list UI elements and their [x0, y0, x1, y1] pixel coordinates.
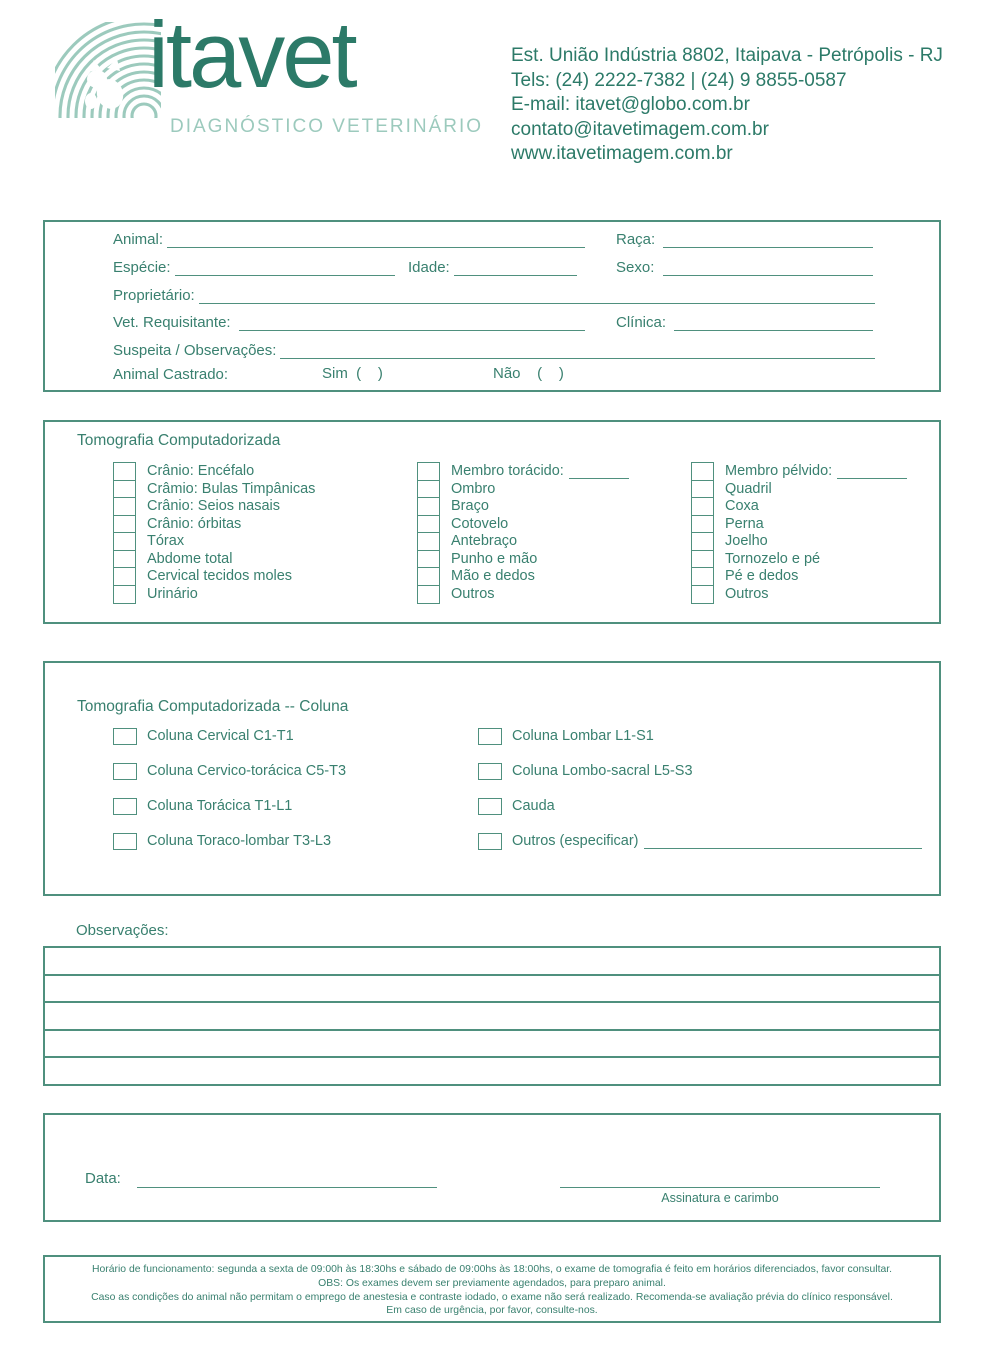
- clinica-label: Clínica:: [616, 314, 671, 331]
- contact-address: Est. União Indústria 8802, Itaipava - Petrópolis - RJ: [511, 45, 943, 66]
- footer-obs-note: OBS: Os exames devem ser previamente agendados, para preparo animal.: [318, 1277, 666, 1289]
- checklist-item: [691, 462, 907, 481]
- checkbox-label: Coluna Cervical C1-T1: [147, 728, 294, 745]
- checkbox-label: Coluna Torácica T1-L1: [147, 798, 293, 815]
- checkbox[interactable]: [691, 567, 714, 586]
- observation-row[interactable]: [45, 1001, 939, 1029]
- checkbox[interactable]: [691, 480, 714, 499]
- checklist-item: [691, 585, 907, 604]
- checkbox[interactable]: [113, 550, 136, 569]
- checkbox[interactable]: [417, 550, 440, 569]
- spine-section-title: Tomografia Computadorizada -- Coluna: [77, 698, 349, 715]
- checkbox[interactable]: [417, 497, 440, 516]
- animal-field-line[interactable]: [167, 231, 585, 248]
- checkbox[interactable]: [113, 480, 136, 499]
- vet-requisitante-field-line[interactable]: [239, 314, 585, 331]
- checkbox[interactable]: [113, 798, 137, 815]
- checkbox[interactable]: [691, 550, 714, 569]
- checkbox[interactable]: [113, 515, 136, 534]
- observations-box: [43, 946, 941, 1086]
- animal-label: Animal:: [113, 231, 164, 248]
- checkbox[interactable]: [417, 462, 440, 481]
- checkbox-label: Outros: [725, 585, 769, 602]
- brand-name: itavet: [148, 2, 355, 107]
- checklist-item: [417, 515, 629, 534]
- checkbox-label: Mão e dedos: [451, 568, 535, 585]
- checkbox-label: Coluna Lombar L1-S1: [512, 728, 654, 745]
- checkbox-label: Tórax: [147, 533, 185, 550]
- checkbox-label: Joelho: [725, 533, 768, 550]
- observation-row[interactable]: [45, 974, 939, 1002]
- vet-requisitante-label: Vet. Requisitante:: [113, 314, 235, 331]
- fill-in-line[interactable]: [644, 835, 922, 849]
- checkbox-label: Cotovelo: [451, 515, 509, 532]
- contact-email: E-mail: itavet@globo.com.br: [511, 94, 750, 115]
- checklist-item: [417, 532, 629, 551]
- checkbox-label: Quadril: [725, 480, 772, 497]
- checkbox-label: Tornozelo e pé: [725, 550, 821, 567]
- checkbox-label: Cervical tecidos moles: [147, 568, 293, 585]
- checkbox-label: Crânio: Seios nasais: [147, 498, 280, 515]
- checkbox[interactable]: [113, 728, 137, 745]
- checklist-item: [417, 550, 629, 569]
- sexo-label: Sexo:: [616, 259, 659, 276]
- checkbox[interactable]: [691, 585, 714, 604]
- checklist-item: [691, 497, 907, 516]
- checklist-item: [691, 480, 907, 499]
- checkbox-label: Coluna Cervico-torácica C5-T3: [147, 763, 347, 780]
- checkbox-label: Crânio: órbitas: [147, 515, 242, 532]
- checkbox[interactable]: [417, 515, 440, 534]
- checklist-item: [478, 833, 922, 850]
- checkbox[interactable]: [417, 480, 440, 499]
- checkbox[interactable]: [478, 798, 502, 815]
- checklist-item: [113, 532, 315, 551]
- checklist-item: [113, 798, 346, 815]
- checkbox-label: Abdome total: [147, 550, 233, 567]
- checklist-item: [691, 550, 907, 569]
- checkbox[interactable]: [691, 497, 714, 516]
- checkbox-label: Outros (especificar): [512, 833, 639, 850]
- checklist-item: [478, 763, 922, 780]
- signature-caption: Assinatura e carimbo: [661, 1191, 779, 1205]
- checkbox-label: Antebraço: [451, 533, 518, 550]
- checklist-item: [113, 515, 315, 534]
- checkbox-label: Ombro: [451, 480, 496, 497]
- castrado-label: Animal Castrado:: [113, 366, 229, 383]
- checkbox[interactable]: [691, 462, 714, 481]
- observation-row[interactable]: [45, 948, 939, 974]
- contact-phones: Tels: (24) 2222-7382 | (24) 9 8855-0587: [511, 69, 847, 91]
- contact-website: www.itavetimagem.com.br: [511, 143, 733, 164]
- especie-label: Espécie:: [113, 259, 171, 276]
- observation-row[interactable]: [45, 1056, 939, 1084]
- checkbox[interactable]: [691, 532, 714, 551]
- checkbox-label: Coluna Toraco-lombar T3-L3: [147, 833, 332, 850]
- sexo-field-line[interactable]: [663, 259, 873, 276]
- footer-urgency-note: Em caso de urgência, por favor, consulte-nos.: [386, 1305, 598, 1317]
- fill-in-line[interactable]: [837, 465, 907, 479]
- clinica-field-line[interactable]: [674, 314, 873, 331]
- checkbox[interactable]: [113, 833, 137, 850]
- spine-column-right: [478, 728, 922, 868]
- checkbox-label: Crânio: Encéfalo: [147, 463, 255, 480]
- observations-label: Observações:: [76, 922, 169, 939]
- checklist-item: [417, 585, 629, 604]
- animal-silhouette: [85, 59, 127, 112]
- checkbox[interactable]: [113, 532, 136, 551]
- checkbox-label: Cauda: [512, 798, 555, 815]
- ct-column-cranio: [113, 462, 315, 604]
- especie-field-line[interactable]: [175, 259, 395, 276]
- suspeita-field-line[interactable]: [280, 342, 875, 359]
- date-label: Data:: [85, 1170, 121, 1187]
- checkbox[interactable]: [113, 497, 136, 516]
- checkbox-label: Perna: [725, 515, 764, 532]
- checkbox[interactable]: [478, 763, 502, 780]
- checkbox-label: Pé e dedos: [725, 568, 799, 585]
- checkbox-label: Coluna Lombo-sacral L5-S3: [512, 763, 693, 780]
- checkbox-label: Membro torácido:: [451, 463, 564, 480]
- checklist-item: [113, 763, 346, 780]
- checklist-item: [417, 567, 629, 586]
- fill-in-line[interactable]: [569, 465, 629, 479]
- checklist-item: [113, 462, 315, 481]
- idade-field-line[interactable]: [454, 259, 577, 276]
- checkbox-label: Braço: [451, 498, 489, 515]
- suspeita-label: Suspeita / Observações:: [113, 342, 277, 359]
- castrado-nao-option[interactable]: Não ( ): [493, 365, 564, 382]
- castrado-sim-option[interactable]: Sim ( ): [322, 365, 383, 382]
- checkbox[interactable]: [417, 567, 440, 586]
- checklist-item: [417, 462, 629, 481]
- footer-hours-note: Horário de funcionamento: segunda a sexta de 09:00h às 18:30hs e sábado de 09:00hs às 18:00hs, o exame de tomografia é feito em horários diferenciados, favor consultar.: [91, 1264, 893, 1275]
- checklist-item: [113, 728, 346, 745]
- checklist-item: [113, 550, 315, 569]
- checklist-item: [478, 798, 922, 815]
- ct-column-membro-toracico: [417, 462, 629, 604]
- signature-field-line[interactable]: [560, 1168, 880, 1188]
- checkbox[interactable]: [113, 763, 137, 780]
- checkbox[interactable]: [113, 567, 136, 586]
- checkbox[interactable]: [417, 532, 440, 551]
- idade-label: Idade:: [408, 259, 450, 276]
- checklist-item: [113, 585, 315, 604]
- proprietario-field-line[interactable]: [199, 287, 875, 304]
- checkbox-label: Coxa: [725, 498, 759, 515]
- logo-arcs: [55, 22, 161, 118]
- checkbox[interactable]: [478, 833, 502, 850]
- ct-section-title: Tomografia Computadorizada: [77, 432, 281, 449]
- checkbox-label: Outros: [451, 585, 495, 602]
- checkbox[interactable]: [691, 515, 714, 534]
- checklist-item: [417, 480, 629, 499]
- date-field-line[interactable]: [137, 1168, 437, 1188]
- checklist-item: [113, 833, 346, 850]
- spine-column-left: [113, 728, 346, 868]
- contact-block: [511, 44, 943, 167]
- footer-notes-box: [43, 1255, 941, 1323]
- footer-anesthesia-note: Caso as condições do animal não permitam o emprego de anestesia e contraste iodado, o exame não será realizado. Recomenda-se avaliação prévia do clínico responsável.: [91, 1291, 893, 1303]
- checklist-item: [113, 497, 315, 516]
- observation-row[interactable]: [45, 1029, 939, 1057]
- checkbox-label: Urinário: [147, 585, 198, 602]
- contact-email-2: contato@itavetimagem.com.br: [511, 118, 769, 140]
- checklist-item: [113, 567, 315, 586]
- checkbox[interactable]: [113, 462, 136, 481]
- checkbox[interactable]: [113, 585, 136, 604]
- brand-tagline: DIAGNÓSTICO VETERINÁRIO: [170, 116, 484, 137]
- ct-column-membro-pelvico: [691, 462, 907, 604]
- checklist-item: [691, 567, 907, 586]
- checklist-item: [478, 728, 922, 745]
- checklist-item: [113, 480, 315, 499]
- checkbox[interactable]: [478, 728, 502, 745]
- checklist-item: [691, 532, 907, 551]
- raca-label: Raça:: [616, 231, 660, 248]
- raca-field-line[interactable]: [663, 231, 873, 248]
- checkbox-label: Punho e mão: [451, 550, 538, 567]
- proprietario-label: Proprietário:: [113, 287, 195, 304]
- checkbox-label: Membro pélvido:: [725, 463, 833, 480]
- checkbox[interactable]: [417, 585, 440, 604]
- checklist-item: [417, 497, 629, 516]
- checklist-item: [691, 515, 907, 534]
- checkbox-label: Crâmio: Bulas Timpânicas: [147, 480, 316, 497]
